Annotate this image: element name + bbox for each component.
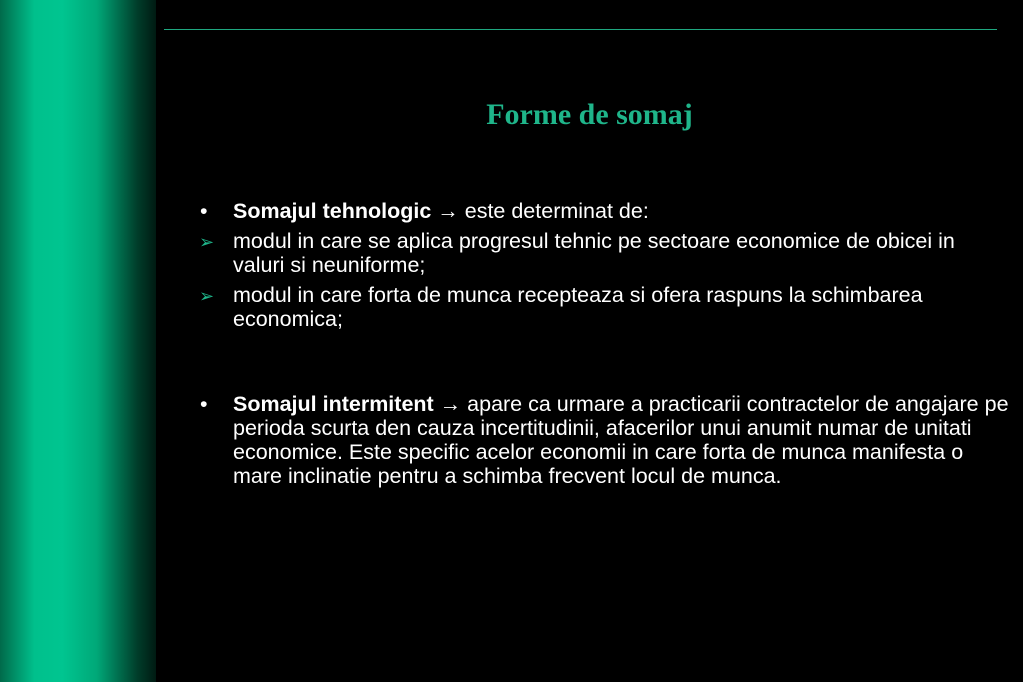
sub-item-progres-tehnic xyxy=(196,229,1011,277)
slide-content xyxy=(196,199,1011,488)
sub-item-text: modul in care forta de munca recepteaza si ofera raspuns la schimbarea economica; xyxy=(233,283,923,331)
slide-title: Forme de somaj xyxy=(486,98,693,131)
bullet-icon: • xyxy=(200,392,208,416)
bullet-term: Somajul tehnologic xyxy=(233,199,432,223)
arrow-bullet-icon: ➢ xyxy=(199,286,215,306)
sub-item-forta-de-munca xyxy=(196,283,1011,331)
arrow-bullet-icon: ➢ xyxy=(199,232,215,252)
bullet-text: → apare ca urmare a practicarii contractelor de angajare pe perioda scurta den cauza incertitudinii, afacerilor unui anumit numar de unitati economice. Este specific acelor economii in care forta de munca manifesta o mare inclinatie pentru a schimba frecvent locul de munca. xyxy=(233,392,1009,488)
decorative-side-band xyxy=(0,0,156,682)
bullet-term: Somajul intermitent xyxy=(233,392,434,416)
bullet-icon: • xyxy=(200,199,208,223)
header-divider xyxy=(164,29,997,30)
bullet-item-somaj-tehnologic xyxy=(196,199,1011,223)
sub-item-text: modul in care se aplica progresul tehnic pe sectoare economice de obicei in valuri si neuniforme; xyxy=(233,229,955,277)
bullet-item-somaj-intermitent xyxy=(196,392,1011,488)
bullet-text: → este determinat de: xyxy=(431,199,649,223)
